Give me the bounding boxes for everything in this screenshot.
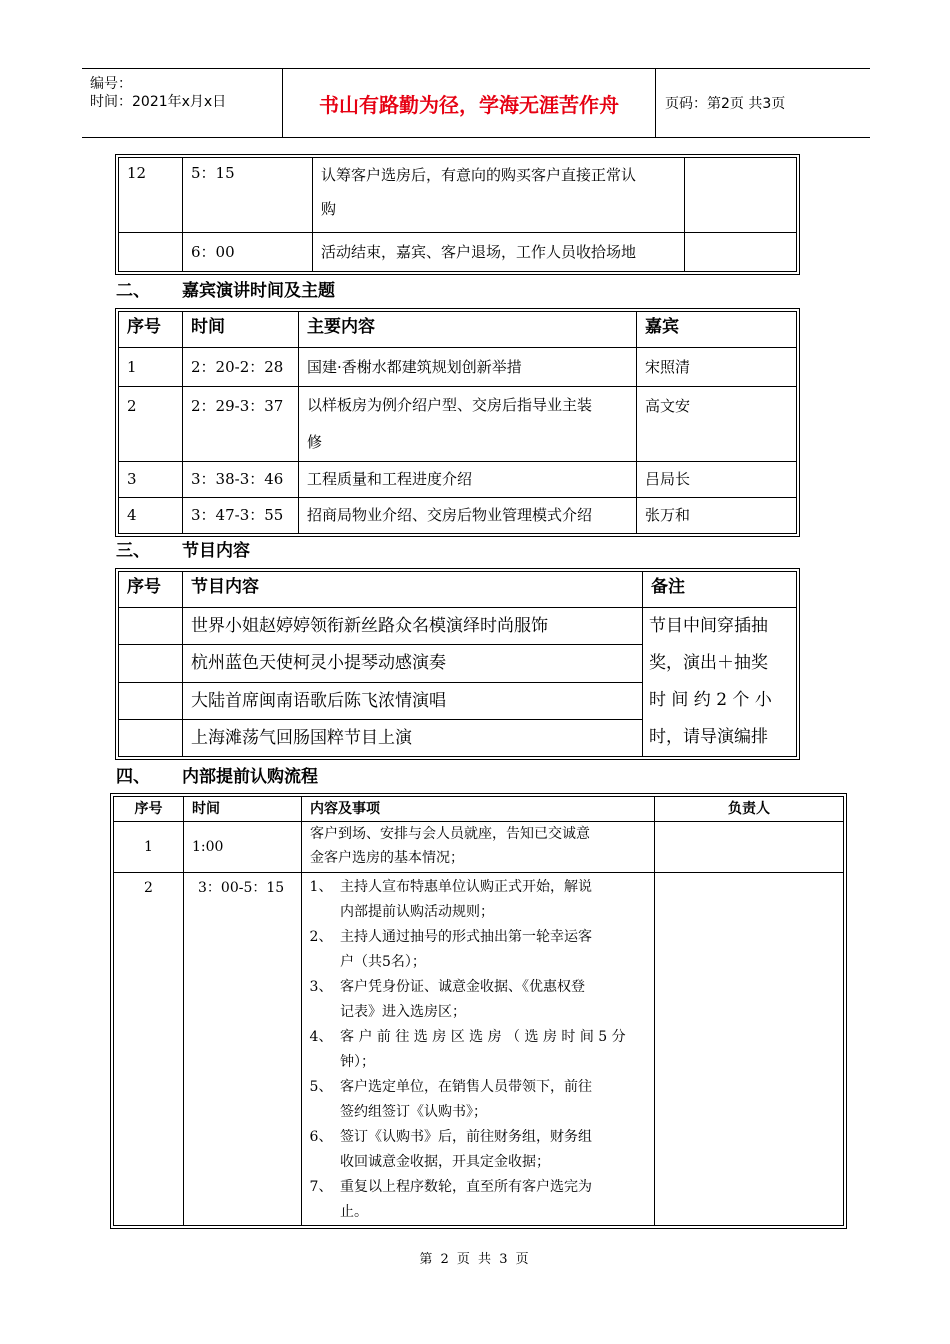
row-time: 2：29-3：37 — [183, 387, 299, 462]
section-heading-3 — [116, 536, 250, 561]
section-number: 三、 — [116, 541, 150, 561]
row-content-line: 以样板房为例介绍户型、交房后指导业主装 — [307, 396, 593, 414]
col-header: 主要内容 — [299, 312, 637, 348]
row-time: 3：38-3：46 — [183, 462, 299, 498]
step-line: 主持人宣布特惠单位认购正式开始，解说 — [340, 879, 592, 895]
row-content: 活动结束，嘉宾、客户退场，工作人员收拾场地 — [313, 233, 685, 272]
section-heading-4 — [116, 762, 318, 787]
row-number: 1 — [114, 822, 184, 873]
step-line: 客户凭身份证、诚意金收据、《优惠权登 — [340, 979, 585, 995]
row-number — [119, 608, 183, 645]
row-content — [299, 387, 637, 462]
table-row — [114, 873, 844, 1226]
step-number: 4、 — [309, 1029, 333, 1045]
program-note — [643, 608, 797, 757]
step-number: 5、 — [309, 1079, 333, 1095]
table-row — [119, 348, 797, 387]
program-item: 杭州蓝色天使柯灵小提琴动感演奏 — [183, 645, 643, 682]
row-content — [302, 822, 655, 873]
program-table — [118, 571, 797, 757]
row-guest: 吕局长 — [637, 462, 797, 498]
step-item — [302, 1025, 654, 1075]
step-number: 1、 — [309, 879, 333, 895]
col-header: 内容及事项 — [302, 797, 655, 822]
step-line: 客 户 前 往 选 房 区 选 房 （ 选 房 时 间 5 分 — [340, 1029, 626, 1045]
table-row — [119, 158, 797, 233]
table-header-row — [119, 572, 797, 608]
doc-time-label: 时间：2021年x月x日 — [90, 94, 227, 110]
section-title: 嘉宾演讲时间及主题 — [182, 281, 335, 301]
step-text — [340, 1075, 646, 1125]
step-line: 内部提前认购活动规则； — [340, 904, 494, 920]
row-content — [313, 158, 685, 233]
row-number — [119, 233, 183, 272]
step-item — [302, 925, 654, 975]
row-content-line: 客户到场、安排与会人员就座，告知已交诚意 — [310, 826, 590, 842]
row-time: 3：47-3：55 — [183, 498, 299, 534]
row-number: 2 — [114, 873, 184, 1226]
row-number — [119, 682, 183, 719]
program-note-line: 时，请导演编排 — [649, 727, 768, 747]
step-text — [340, 1175, 646, 1225]
row-owner — [655, 822, 844, 873]
step-line: 签订《认购书》后，前往财务组，财务组 — [340, 1129, 592, 1145]
col-header: 序号 — [119, 312, 183, 348]
row-number: 1 — [119, 348, 183, 387]
section-heading-2 — [116, 276, 335, 301]
step-line: 户（共5名）； — [340, 954, 426, 970]
doc-number-label: 编号： — [90, 76, 132, 92]
program-note-line: 奖，演出＋抽奖 — [649, 653, 768, 673]
section-number: 二、 — [116, 281, 150, 301]
row-owner — [655, 873, 844, 1226]
step-text — [340, 1125, 646, 1175]
step-number: 7、 — [309, 1179, 333, 1195]
header-left-cell — [82, 69, 282, 137]
col-header: 备注 — [643, 572, 797, 608]
header-motto: 书山有路勤为径，学海无涯苦作舟 — [282, 69, 656, 137]
section-title: 内部提前认购流程 — [182, 767, 318, 787]
row-guest: 高文安 — [637, 387, 797, 462]
row-content-line: 金客户选房的基本情况； — [310, 850, 464, 866]
program-item: 世界小姐赵婷婷领衔新丝路众名模演绎时尚服饰 — [183, 608, 643, 645]
table-header-row — [114, 797, 844, 822]
schedule-table-continued — [118, 157, 797, 272]
row-number: 3 — [119, 462, 183, 498]
step-line: 重复以上程序数轮，直至所有客户选完为 — [340, 1179, 592, 1195]
step-number: 6、 — [309, 1129, 333, 1145]
step-text — [340, 925, 646, 975]
step-text — [340, 1025, 646, 1075]
step-line: 主持人通过抽号的形式抽出第一轮幸运客 — [340, 929, 592, 945]
step-line: 签约组签订《认购书》； — [340, 1104, 487, 1120]
page-header — [82, 68, 870, 138]
row-time: 2：20-2：28 — [183, 348, 299, 387]
row-note — [685, 158, 797, 233]
step-number: 2、 — [309, 929, 333, 945]
row-content: 工程质量和工程进度介绍 — [299, 462, 637, 498]
program-note-line: 时 间 约 2 个 小 — [649, 690, 772, 710]
row-number: 4 — [119, 498, 183, 534]
step-line: 记表》进入选房区； — [340, 1004, 466, 1020]
col-header: 时间 — [184, 797, 302, 822]
page-number-label: 页码：第2页 共3页 — [665, 96, 786, 112]
step-line: 收回诚意金收据，开具定金收据； — [340, 1154, 550, 1170]
page-footer: 第 2 页 共 3 页 — [419, 1252, 531, 1267]
program-item: 上海滩荡气回肠国粹节目上演 — [183, 719, 643, 756]
row-guest: 宋照清 — [637, 348, 797, 387]
step-item — [302, 975, 654, 1025]
step-item — [302, 875, 654, 925]
row-content: 国建·香榭水都建筑规划创新举措 — [299, 348, 637, 387]
col-header: 序号 — [119, 572, 183, 608]
step-text — [340, 975, 646, 1025]
table-row — [119, 387, 797, 462]
row-number: 2 — [119, 387, 183, 462]
step-number: 3、 — [309, 979, 333, 995]
step-item — [302, 1175, 654, 1225]
row-time: 5：15 — [183, 158, 313, 233]
step-line: 止。 — [340, 1204, 368, 1220]
row-number: 12 — [119, 158, 183, 233]
section-number: 四、 — [116, 767, 150, 787]
row-number — [119, 719, 183, 756]
col-header: 负责人 — [655, 797, 844, 822]
row-content-line: 修 — [307, 433, 323, 451]
row-content-line: 认筹客户选房后，有意向的购买客户直接正常认 — [321, 166, 637, 184]
step-text — [340, 875, 646, 925]
table-row — [119, 233, 797, 272]
section-title: 节目内容 — [182, 541, 250, 561]
table-row — [119, 498, 797, 534]
program-note-line: 节目中间穿插抽 — [649, 616, 768, 636]
col-header: 序号 — [114, 797, 184, 822]
step-line: 钟）； — [340, 1054, 375, 1070]
row-content: 招商局物业介绍、交房后物业管理模式介绍 — [299, 498, 637, 534]
col-header: 时间 — [183, 312, 299, 348]
row-number — [119, 645, 183, 682]
table-header-row — [119, 312, 797, 348]
row-time: 3：00-5：15 — [184, 873, 302, 1226]
table-row — [119, 462, 797, 498]
col-header: 节目内容 — [183, 572, 643, 608]
col-header: 嘉宾 — [637, 312, 797, 348]
row-time: 6：00 — [183, 233, 313, 272]
row-guest: 张万和 — [637, 498, 797, 534]
guest-speech-table — [118, 311, 797, 534]
row-note — [685, 233, 797, 272]
step-line: 客户选定单位，在销售人员带领下，前往 — [340, 1079, 592, 1095]
row-steps — [302, 873, 655, 1226]
step-item — [302, 1125, 654, 1175]
pre-subscription-table — [113, 796, 844, 1226]
table-row — [119, 608, 797, 645]
row-content-line: 购 — [321, 200, 337, 218]
step-item — [302, 1075, 654, 1125]
table-row — [114, 822, 844, 873]
row-time: 1:00 — [184, 822, 302, 873]
program-item: 大陆首席闽南语歌后陈飞浓情演唱 — [183, 682, 643, 719]
